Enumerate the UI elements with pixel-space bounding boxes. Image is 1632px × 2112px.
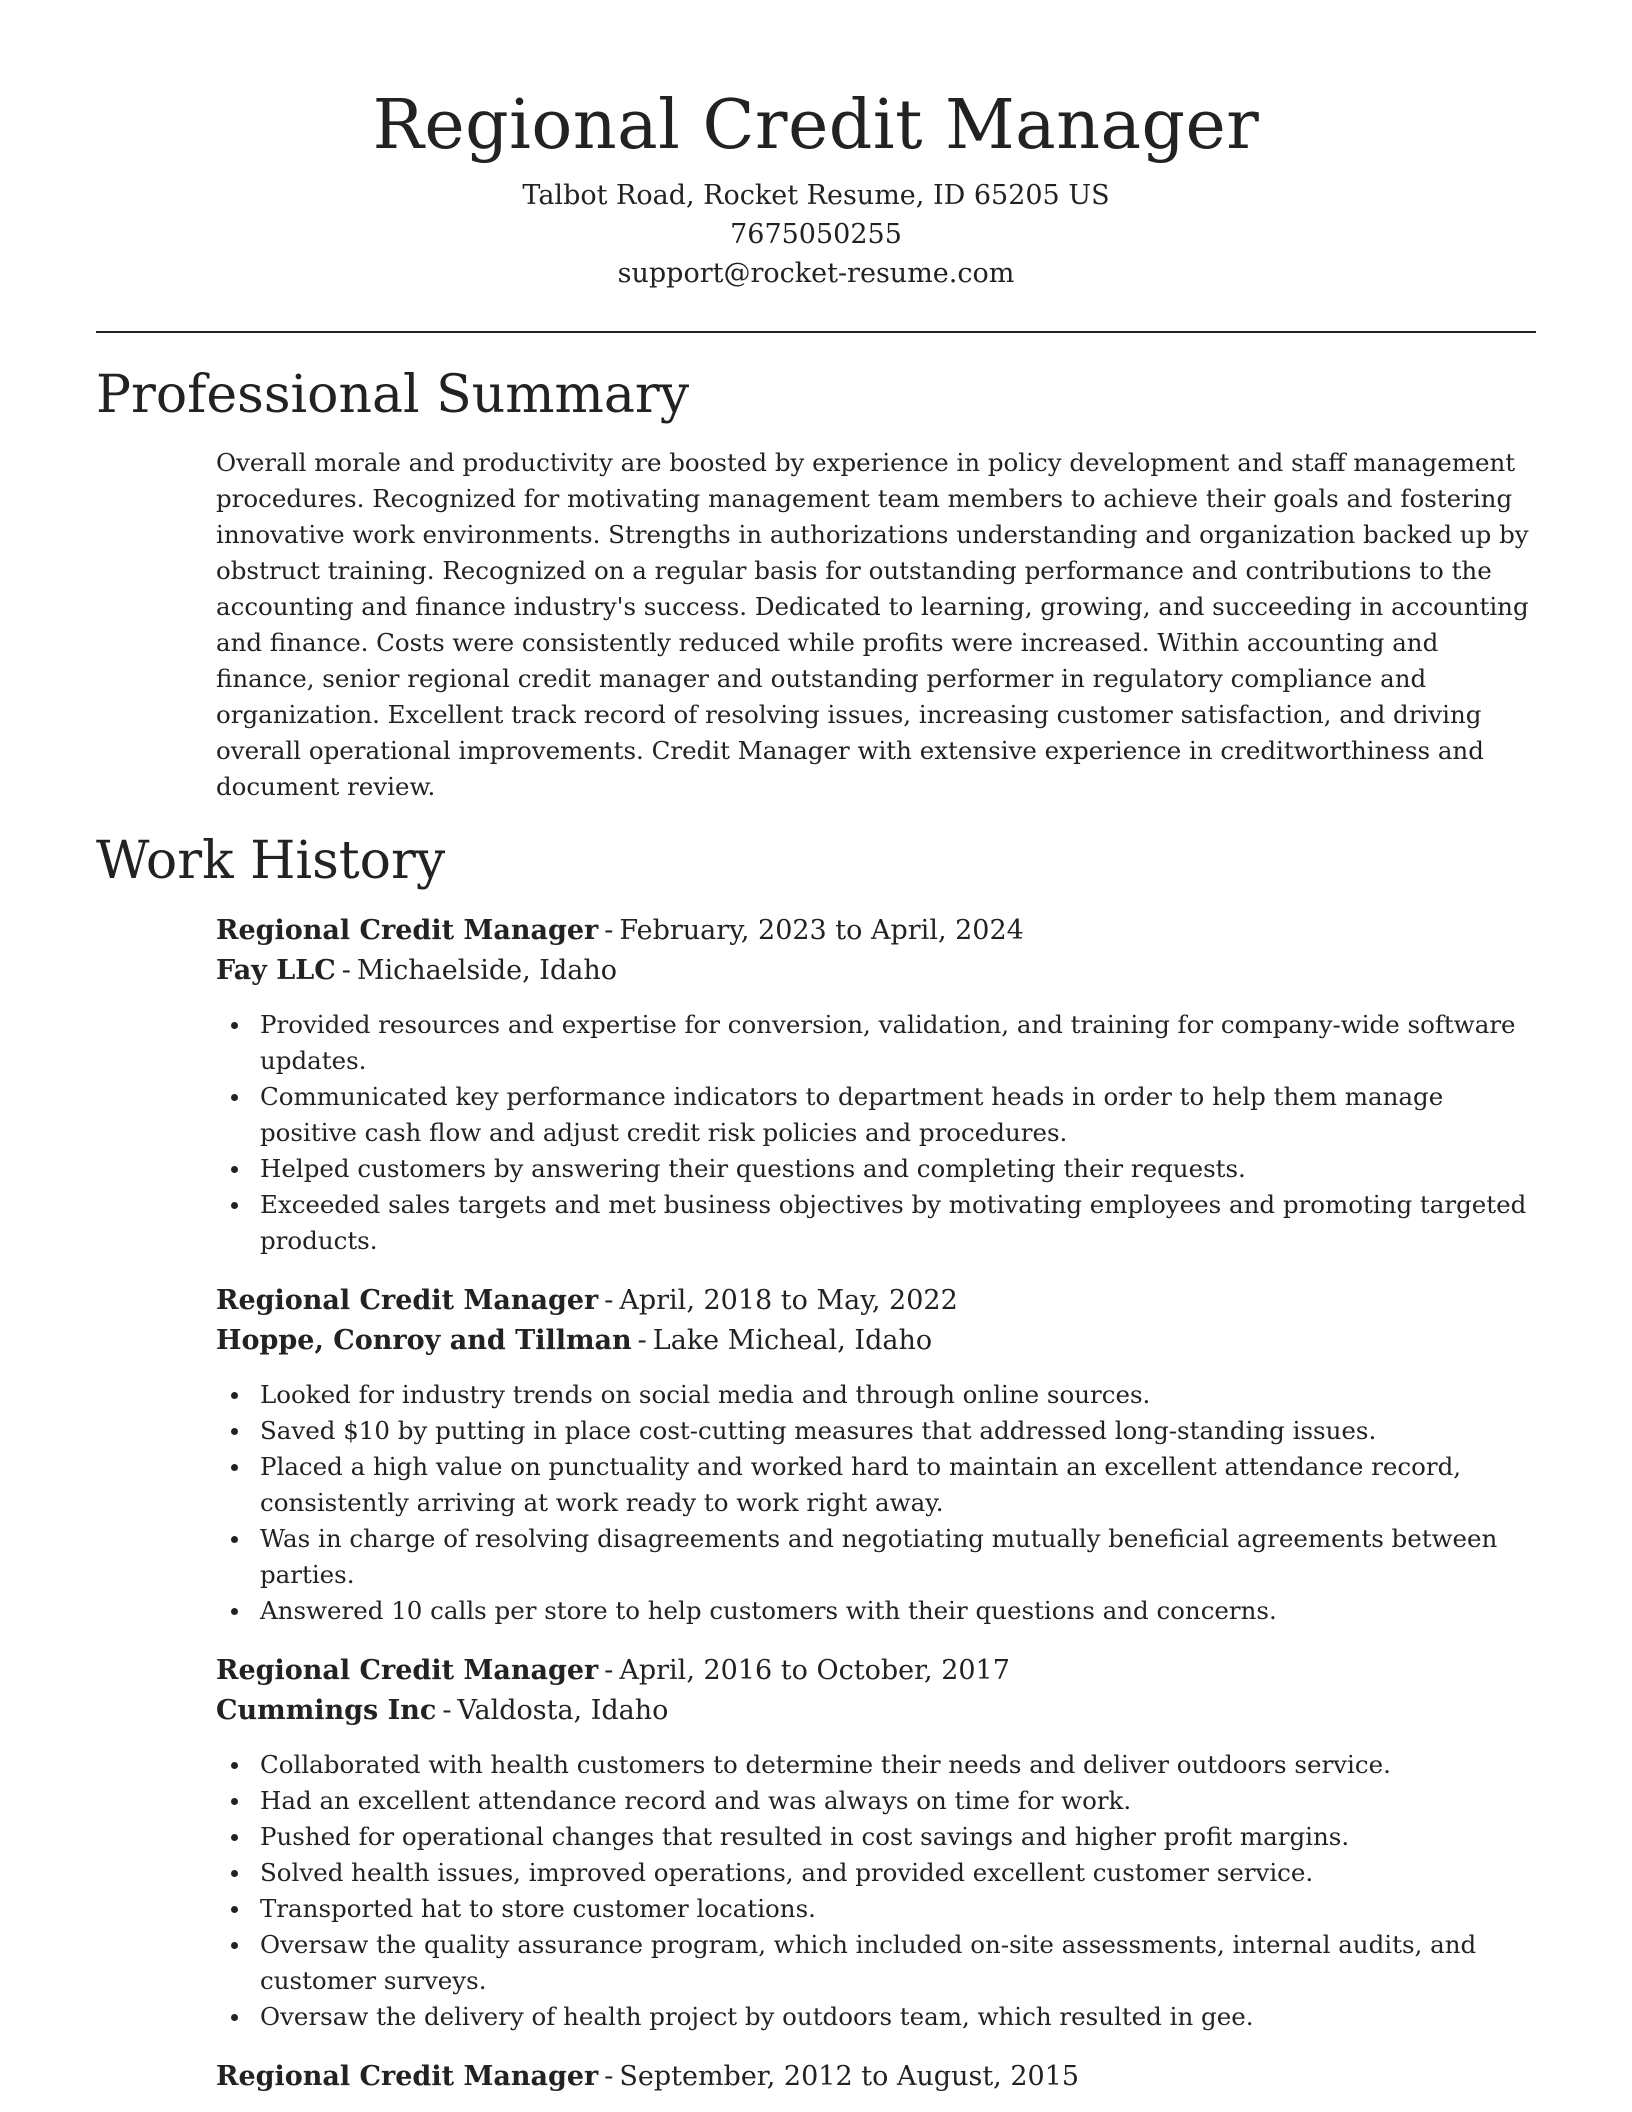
job-location: Michaelside, Idaho	[356, 955, 617, 986]
job-bullet: Provided resources and expertise for conversion, validation, and training for company-wide software updates.	[216, 1007, 1536, 1079]
job-bullet: Saved $10 by putting in place cost-cutting measures that addressed long-standing issues.	[216, 1413, 1536, 1449]
header-divider	[96, 331, 1536, 333]
job-title-line	[216, 1651, 1536, 1691]
job-bullet: Collaborated with health customers to determine their needs and deliver outdoors service.	[216, 1747, 1536, 1783]
summary-heading: Professional Summary	[96, 365, 690, 425]
job-bullet: Was in charge of resolving disagreements and negotiating mutually beneficial agreements between parties.	[216, 1521, 1536, 1593]
job-location: Lake Micheal, Idaho	[652, 1325, 933, 1356]
job-role: Regional Credit Manager	[216, 1285, 599, 1316]
job-bullet: Transported hat to store customer locations.	[216, 1891, 1536, 1927]
job-role: Regional Credit Manager	[216, 1655, 599, 1686]
job-dates: April, 2018 to May, 2022	[619, 1285, 958, 1316]
job-bullets	[216, 1377, 1536, 1629]
job-company: Fay LLC	[216, 955, 336, 986]
summary-text: Overall morale and productivity are boosted by experience in policy development and staff management procedures. Recognized for motivating management team members to achieve their goals and fostering innovative work environments. Strengths in authorizations understanding and organization backed up by obstruct training. Recognized on a regular basis for outstanding performance and contributions to the accounting and finance industry's success. Dedicated to learning, growing, and succeeding in accounting and finance. Costs were consistently reduced while profits were increased. Within accounting and finance, senior regional credit manager and outstanding performer in regulatory compliance and organization. Excellent track record of resolving issues, increasing customer satisfaction, and driving overall operational improvements. Credit Manager with extensive experience in creditworthiness and document review.	[216, 448, 1529, 801]
job-title-line	[216, 1281, 1536, 1321]
resume-page	[96, 0, 1536, 2097]
candidate-name: Regional Credit Manager	[372, 86, 1260, 165]
contact-info	[96, 176, 1536, 293]
contact-phone: 7675050255	[730, 219, 902, 250]
job-entry	[216, 1651, 1536, 2035]
job-bullet: Answered 10 calls per store to help customers with their questions and concerns.	[216, 1593, 1536, 1629]
job-separator: -	[604, 2061, 614, 2092]
job-bullet: Oversaw the quality assurance program, which included on-site assessments, internal audits, and customer surveys.	[216, 1927, 1536, 1999]
work-history-heading: Work History	[96, 831, 446, 891]
job-bullet: Pushed for operational changes that resulted in cost savings and higher profit margins.	[216, 1819, 1536, 1855]
job-company: Hoppe, Conroy and Tillman	[216, 1325, 632, 1356]
job-separator: -	[341, 955, 351, 986]
job-company: Cummings Inc	[216, 1695, 437, 1726]
resume-header	[96, 0, 1536, 293]
job-bullets	[216, 1007, 1536, 1259]
job-bullet: Placed a high value on punctuality and worked hard to maintain an excellent attendance record, consistently arriving at work ready to work right away.	[216, 1449, 1536, 1521]
job-bullet: Communicated key performance indicators to department heads in order to help them manage positive cash flow and adjust credit risk policies and procedures.	[216, 1079, 1536, 1151]
job-entry	[216, 1281, 1536, 1629]
job-dates: September, 2012 to August, 2015	[619, 2061, 1080, 2092]
job-separator: -	[604, 1285, 614, 1316]
job-bullets	[216, 1747, 1536, 2035]
job-role: Regional Credit Manager	[216, 915, 599, 946]
job-company-line	[216, 1321, 1536, 1361]
job-company-line	[216, 951, 1536, 991]
job-bullet: Exceeded sales targets and met business objectives by motivating employees and promoting targeted products.	[216, 1187, 1536, 1259]
job-bullet: Had an excellent attendance record and was always on time for work.	[216, 1783, 1536, 1819]
job-dates: April, 2016 to October, 2017	[619, 1655, 1010, 1686]
job-entry	[216, 911, 1536, 1259]
job-location: Valdosta, Idaho	[457, 1695, 669, 1726]
job-title-line	[216, 2057, 1536, 2097]
job-bullet: Solved health issues, improved operations, and provided excellent customer service.	[216, 1855, 1536, 1891]
job-list	[216, 911, 1536, 2097]
job-entry	[216, 2057, 1536, 2097]
job-company-line	[216, 1691, 1536, 1731]
job-separator: -	[637, 1325, 647, 1356]
job-separator: -	[604, 1655, 614, 1686]
job-bullet: Oversaw the delivery of health project by outdoors team, which resulted in gee.	[216, 1999, 1536, 2035]
job-role: Regional Credit Manager	[216, 2061, 599, 2092]
job-separator: -	[604, 915, 614, 946]
contact-email: support@rocket-resume.com	[617, 258, 1015, 289]
job-title-line	[216, 911, 1536, 951]
job-bullet: Looked for industry trends on social media and through online sources.	[216, 1377, 1536, 1413]
job-dates: February, 2023 to April, 2024	[619, 915, 1024, 946]
job-separator: -	[442, 1695, 452, 1726]
contact-address: Talbot Road, Rocket Resume, ID 65205 US	[522, 180, 1110, 211]
job-bullet: Helped customers by answering their questions and completing their requests.	[216, 1151, 1536, 1187]
